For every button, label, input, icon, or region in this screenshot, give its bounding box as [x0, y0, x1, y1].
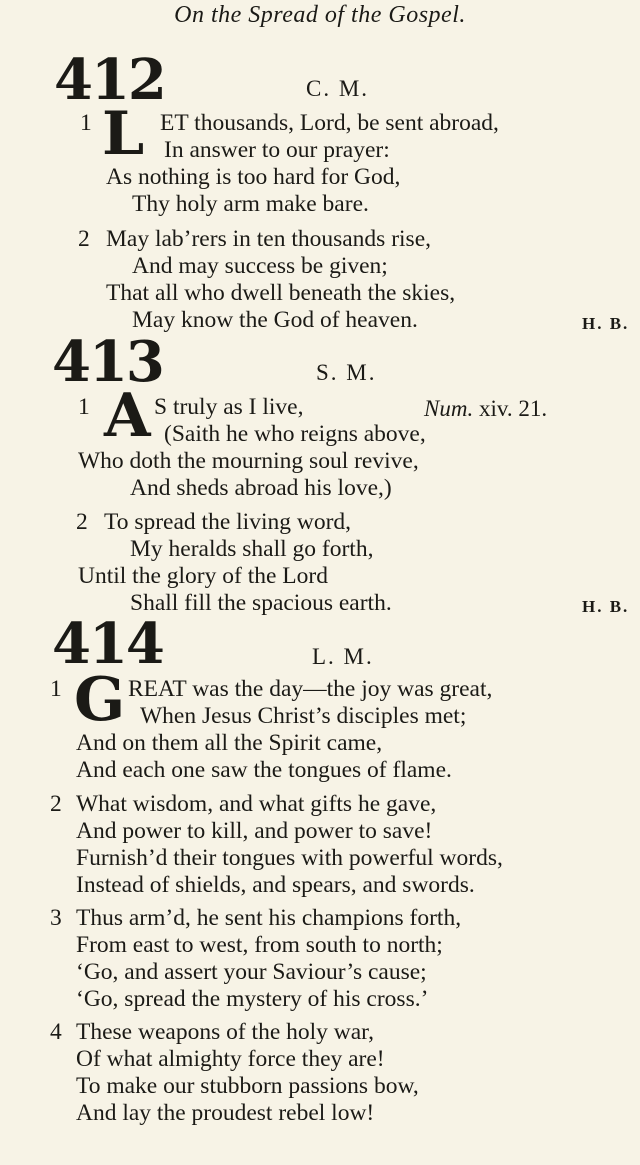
verse-line: Until the glory of the Lord: [78, 563, 328, 589]
drop-cap: G: [74, 665, 126, 735]
verse-line: ‘Go, and assert your Saviour’s cause;: [76, 959, 427, 985]
verse-number: 1: [78, 394, 90, 420]
verse-line: And on them all the Spirit came,: [76, 730, 383, 756]
verse-line: May know the God of heaven.: [132, 307, 418, 333]
verse-number: 2: [78, 226, 90, 252]
verse-line: May lab’rers in ten thousands rise,: [106, 226, 432, 252]
verse-number: 4: [50, 1019, 62, 1045]
verse-line: Of what almighty force they are!: [76, 1046, 385, 1072]
verse-line: And power to kill, and power to save!: [76, 818, 433, 844]
verse-line: ET thousands, Lord, be sent abroad,: [160, 110, 499, 136]
reference-book: Num.: [424, 396, 474, 421]
hymn-number: 414: [52, 611, 163, 677]
verse-line: My heralds shall go forth,: [130, 536, 374, 562]
reference-chapter: xiv. 21.: [478, 396, 548, 421]
verse-number: 2: [50, 791, 62, 817]
verse-number: 1: [50, 676, 62, 702]
hymn-author: H. B.: [582, 597, 630, 616]
verse-line: S truly as I live,: [154, 394, 304, 420]
verse-line: In answer to our prayer:: [164, 137, 390, 163]
verse-line: And may success be given;: [132, 253, 388, 279]
hymn-meter: L. M.: [312, 644, 374, 669]
hymn-author: H. B.: [582, 314, 630, 333]
verse-line: To spread the living word,: [104, 509, 352, 535]
verse-line: REAT was the day—the joy was great,: [128, 676, 493, 702]
hymn-number: 412: [54, 47, 165, 113]
verse-line: Shall fill the spacious earth.: [130, 590, 392, 616]
verse-line: And lay the proudest rebel low!: [76, 1100, 375, 1126]
verse-line: And sheds abroad his love,): [130, 475, 392, 501]
verse-line: That all who dwell beneath the skies,: [106, 280, 456, 306]
verse-number: 1: [80, 110, 92, 136]
verse-line: These weapons of the holy war,: [76, 1019, 374, 1045]
drop-cap: A: [104, 381, 151, 451]
verse-line: Who doth the mourning soul revive,: [78, 448, 419, 474]
verse-line: ‘Go, spread the mystery of his cross.’: [76, 986, 429, 1012]
hymn-meter: C. M.: [306, 76, 370, 101]
verse-line: When Jesus Christ’s disciples met;: [140, 703, 467, 729]
verse-number: 2: [76, 509, 88, 535]
hymn-number: 413: [52, 329, 163, 395]
page-header: On the Spread of the Gospel.: [174, 2, 466, 28]
verse-line: To make our stubborn passions bow,: [76, 1073, 419, 1099]
drop-cap: L: [102, 99, 145, 169]
verse-line: Furnish’d their tongues with powerful words,: [76, 845, 503, 871]
verse-number: 3: [50, 905, 62, 931]
verse-line: And each one saw the tongues of flame.: [76, 757, 452, 783]
verse-line: As nothing is too hard for God,: [106, 164, 401, 190]
scripture-reference: [424, 396, 547, 422]
verse-line: What wisdom, and what gifts he gave,: [76, 791, 437, 817]
verse-line: Instead of shields, and spears, and swords.: [76, 872, 475, 898]
hymn-meter: S. M.: [316, 360, 377, 385]
verse-line: Thy holy arm make bare.: [132, 191, 369, 217]
verse-line: (Saith he who reigns above,: [164, 421, 426, 447]
verse-line: From east to west, from south to north;: [76, 932, 443, 958]
verse-line: Thus arm’d, he sent his champions forth,: [76, 905, 462, 931]
